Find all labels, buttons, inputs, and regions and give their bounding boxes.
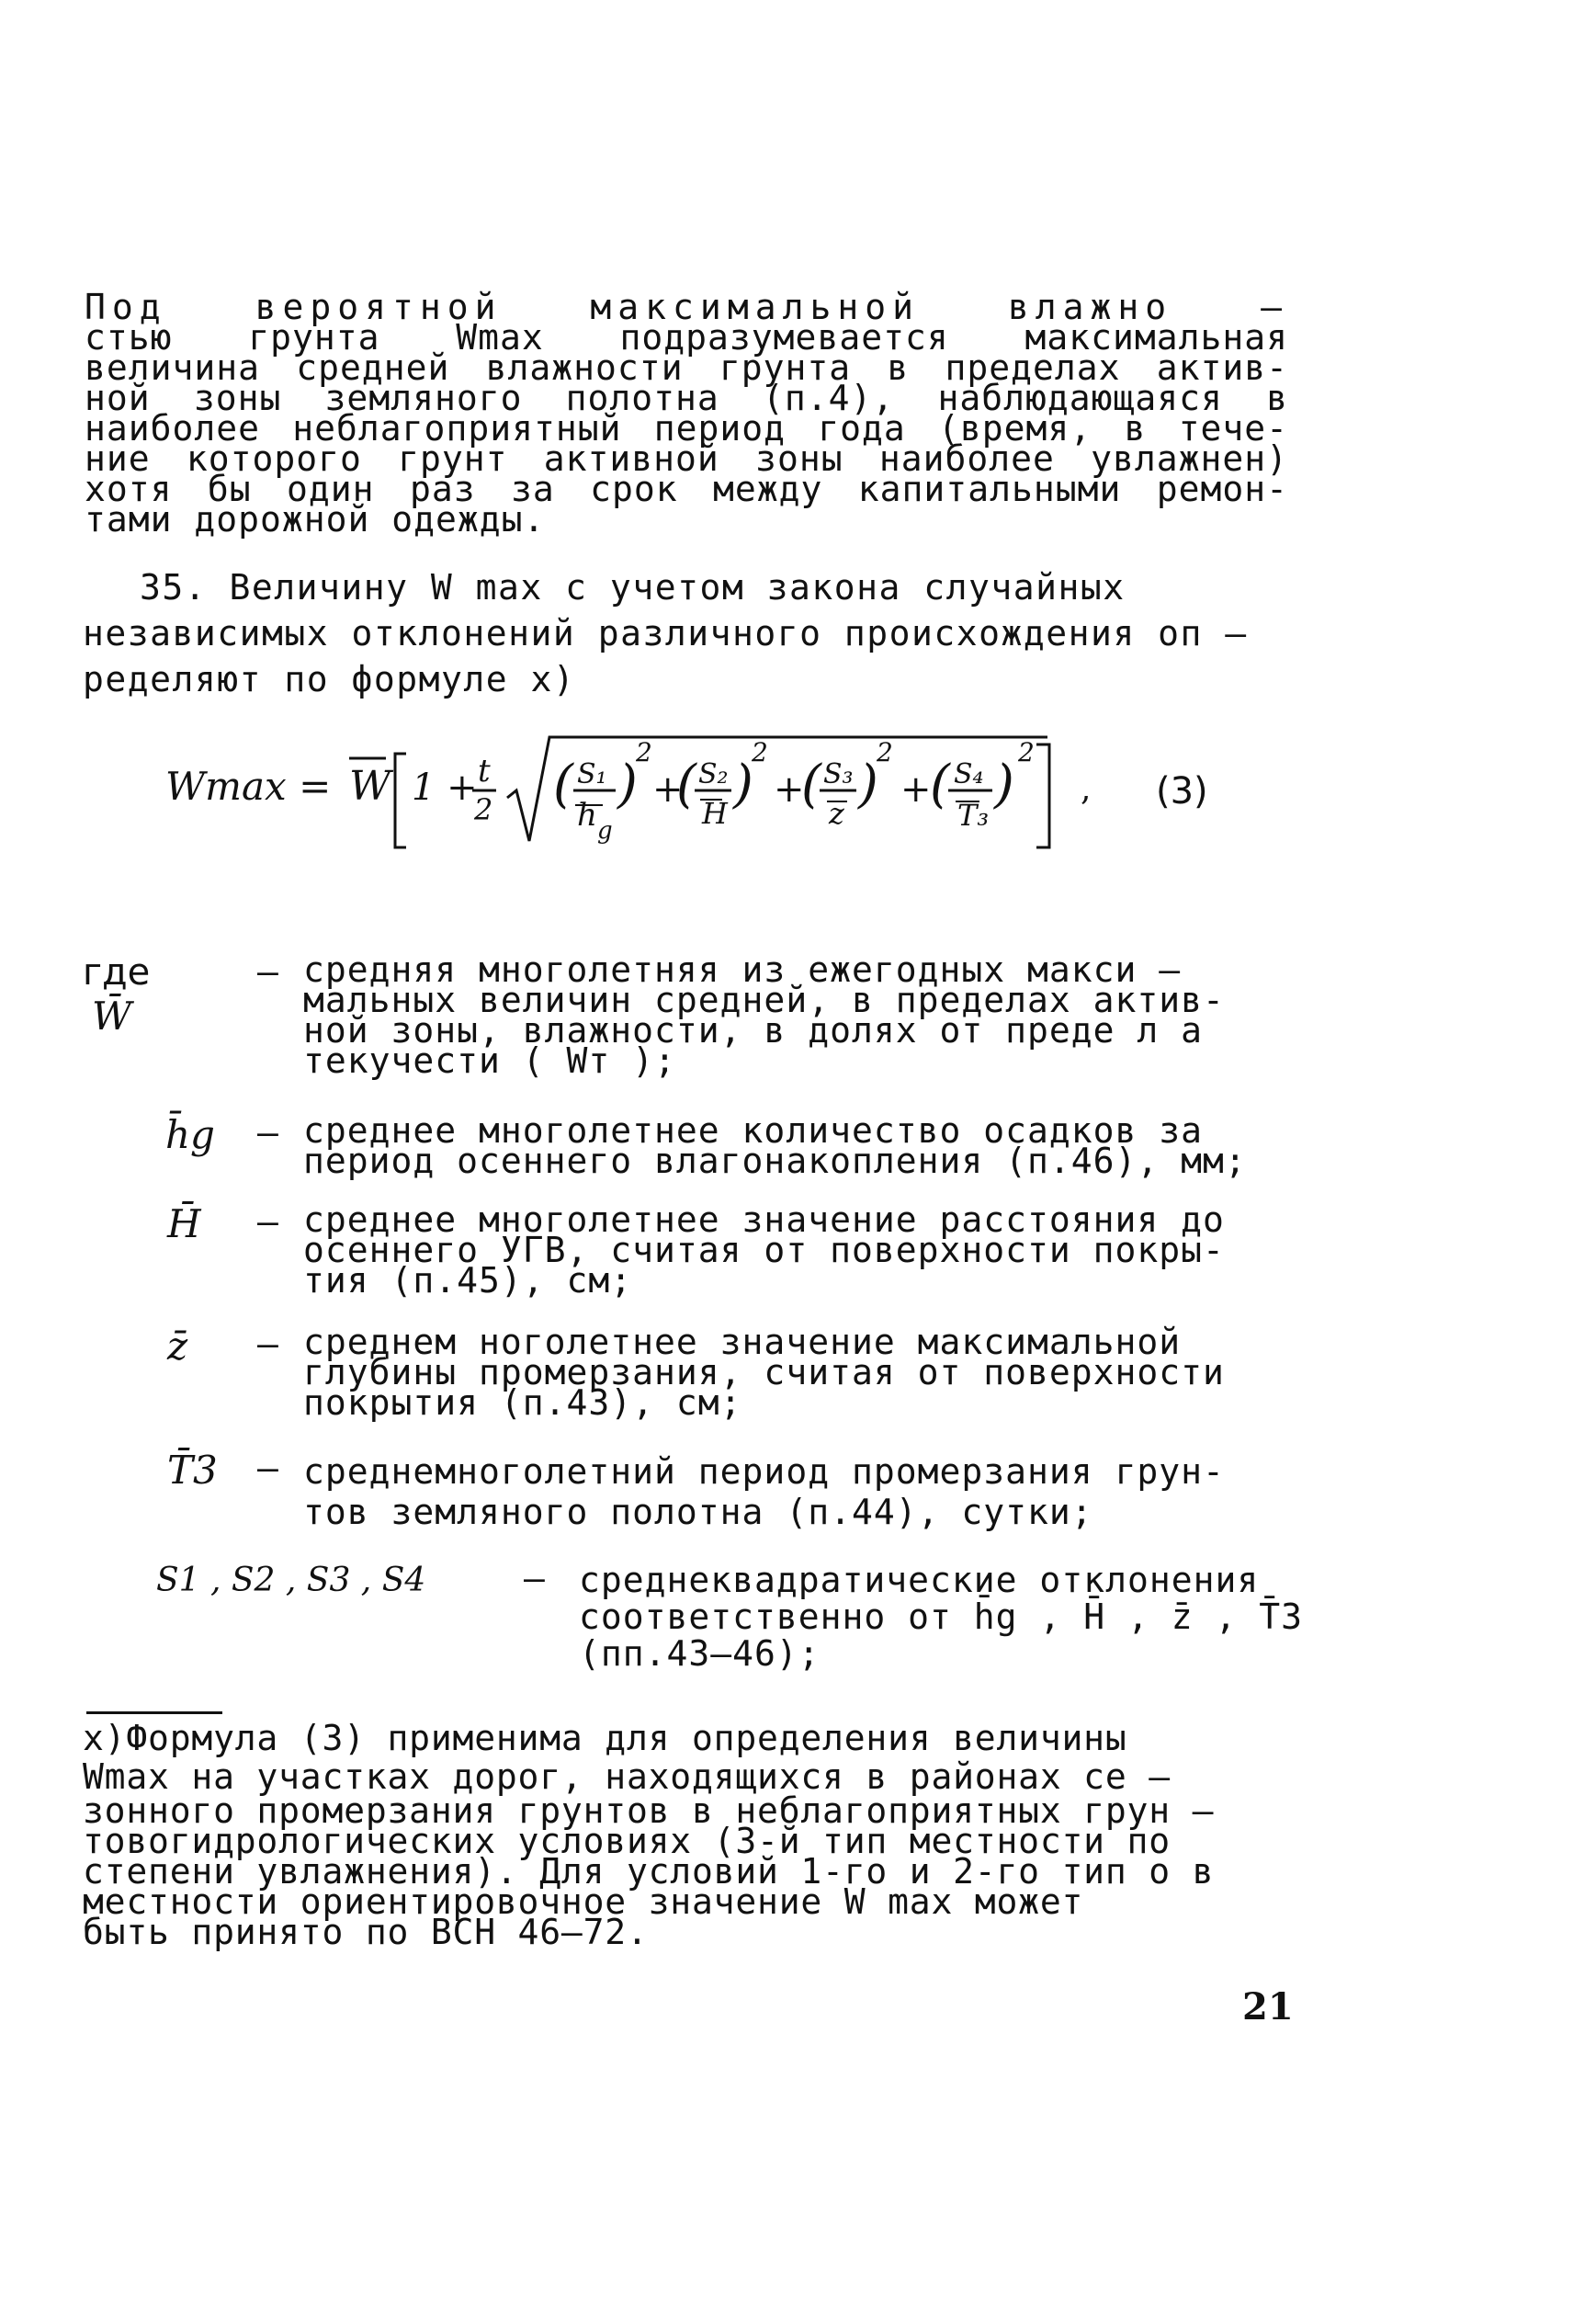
svg-text:2: 2	[877, 737, 893, 767]
text-line: глубины промерзания, считая от поверхности	[303, 1352, 1225, 1392]
definition-text	[303, 1322, 1296, 1423]
definition-label	[167, 1448, 305, 1493]
definition-dash: –	[257, 1448, 278, 1488]
definition-text	[303, 1199, 1296, 1301]
definition-dash: –	[257, 1324, 278, 1364]
svg-text:): )	[994, 755, 1014, 814]
svg-text:(: (	[553, 755, 573, 814]
text-line: соответственно от h̄g , H̄ , z̄ , T̄3	[579, 1596, 1303, 1637]
text-line: Wmax на участках дорог, находящихся в районах се –	[83, 1756, 1171, 1797]
formula-w-mean: W	[349, 763, 391, 810]
text-line: x)Формула (3) применима для определения величины	[83, 1718, 1127, 1758]
text-line: местности ориентировочное значение W max может	[83, 1881, 1084, 1922]
svg-text:H: H	[702, 796, 728, 831]
definition-dash: –	[524, 1558, 545, 1598]
definition-label	[156, 1558, 634, 1600]
text-line: Под вероятной максимальной влажно –	[85, 287, 1288, 327]
definition-label	[167, 1201, 305, 1246]
text-line: среднемноголетний период промерзания грун-	[303, 1451, 1225, 1492]
text-line: товогидрологических условиях (3-й тип местности по	[83, 1821, 1171, 1861]
text-line: тия (п.45), см;	[303, 1260, 633, 1301]
definition-text	[303, 1110, 1296, 1181]
formula-3	[165, 717, 1250, 882]
text-line: 35. Величину W max с учетом закона случайных	[140, 567, 1126, 608]
svg-text:(: (	[676, 755, 696, 814]
definition-symbol: T̄3	[167, 1448, 218, 1493]
definition-dash: –	[257, 951, 278, 992]
svg-text:t: t	[478, 753, 491, 790]
text-line: ной зоны, влажности, в долях от преде л а	[303, 1010, 1203, 1051]
definition-text	[303, 949, 1296, 1081]
text-line: быть принято по ВСН 46–72.	[83, 1912, 649, 1952]
svg-text:+: +	[774, 768, 805, 811]
text-line: тов земляного полотна (п.44), сутки;	[303, 1492, 1093, 1532]
footnote-rule	[86, 1711, 222, 1714]
svg-text:h: h	[577, 797, 597, 834]
svg-text:g: g	[597, 817, 613, 845]
paragraph-intro	[85, 287, 1288, 540]
formula-graphic	[165, 717, 1250, 882]
page-number: 21	[1242, 1985, 1294, 2028]
definition-label	[167, 1324, 305, 1369]
definition-symbol: z̄	[167, 1324, 188, 1369]
text-line: зонного промерзания грунтов в неблагоприятных грун –	[83, 1790, 1215, 1831]
text-line: тами дорожной одежды.	[85, 499, 546, 540]
text-line: мальных величин средней, в пределах актив-	[303, 980, 1225, 1020]
paragraph-35	[83, 564, 1296, 702]
definition-dash: –	[257, 1112, 278, 1153]
text-line: период осеннего влагонакопления (п.46), мм;	[303, 1141, 1247, 1181]
text-line: покрытия (п.43), см;	[303, 1382, 742, 1423]
text-line: ной зоны земляного полотна (п.4), наблюдающаяся в	[85, 378, 1288, 418]
svg-text:): )	[858, 755, 878, 814]
svg-text:): )	[733, 755, 753, 814]
definition-symbol: H̄	[167, 1201, 201, 1246]
text-line: (пп.43–46);	[579, 1633, 821, 1674]
text-line: текучести ( Wт );	[303, 1040, 676, 1081]
definition-label	[165, 1112, 303, 1157]
svg-text:2: 2	[474, 792, 493, 827]
definition-dash: –	[257, 1201, 278, 1242]
formula-number: (3)	[1156, 770, 1208, 812]
definition-symbol: W̄	[92, 994, 132, 1039]
svg-text:): )	[617, 755, 638, 814]
svg-text:2: 2	[752, 737, 768, 767]
text-line: наиболее неблагоприятный период года (время, в тече-	[85, 408, 1288, 449]
where-word: где	[83, 951, 151, 994]
definition-text	[303, 1451, 1296, 1532]
svg-text:S₃: S₃	[823, 758, 854, 790]
text-line: величина средней влажности грунта в пределах актив-	[85, 347, 1288, 388]
svg-text:S₁: S₁	[577, 758, 607, 790]
text-line: ределяют по формуле x)	[83, 659, 576, 699]
definition-label	[83, 951, 221, 1039]
text-line: среднем ноголетнее значение максимальной	[303, 1322, 1182, 1362]
svg-text:+: +	[652, 768, 684, 811]
text-line: среднее многолетнее количество осадков за	[303, 1110, 1203, 1151]
text-line: ние которого грунт активной зоны наиболее увлажнен)	[85, 438, 1288, 479]
text-line: независимых отклонений различного происхождения оп –	[83, 613, 1248, 653]
text-line: осеннего УГВ, считая от поверхности покры-	[303, 1230, 1225, 1270]
svg-text:2: 2	[1018, 737, 1035, 767]
formula-lhs: Wmax =	[165, 764, 332, 809]
definition-symbol: S1 , S2 , S3 , S4	[156, 1562, 426, 1599]
text-line: стью грунта Wmax подразумевается максимальная	[85, 317, 1288, 358]
svg-text:+: +	[900, 768, 932, 811]
svg-text:(: (	[930, 755, 950, 814]
svg-text:S₂: S₂	[698, 758, 729, 790]
svg-text:2: 2	[636, 737, 652, 767]
svg-text:S₄: S₄	[954, 758, 984, 790]
svg-text:,: ,	[1081, 770, 1092, 808]
definition-text	[579, 1562, 1314, 1672]
svg-text:1 +: 1 +	[412, 767, 478, 809]
svg-text:z: z	[829, 796, 844, 831]
definition-symbol: h̄g	[165, 1112, 215, 1157]
svg-text:(: (	[801, 755, 821, 814]
text-line: среднеквадратические отклонения	[579, 1560, 1260, 1600]
svg-text:T₃: T₃	[957, 798, 990, 833]
text-line: степени увлажнения). Для условий 1-го и 2-го тип о в	[83, 1851, 1215, 1892]
text-line: среднее многолетнее значение расстояния до	[303, 1199, 1225, 1240]
text-line: хотя бы один раз за срок между капитальными ремон-	[85, 469, 1288, 509]
footnote	[83, 1718, 1296, 1952]
text-line: средняя многолетняя из ежегодных макси –	[303, 949, 1182, 990]
